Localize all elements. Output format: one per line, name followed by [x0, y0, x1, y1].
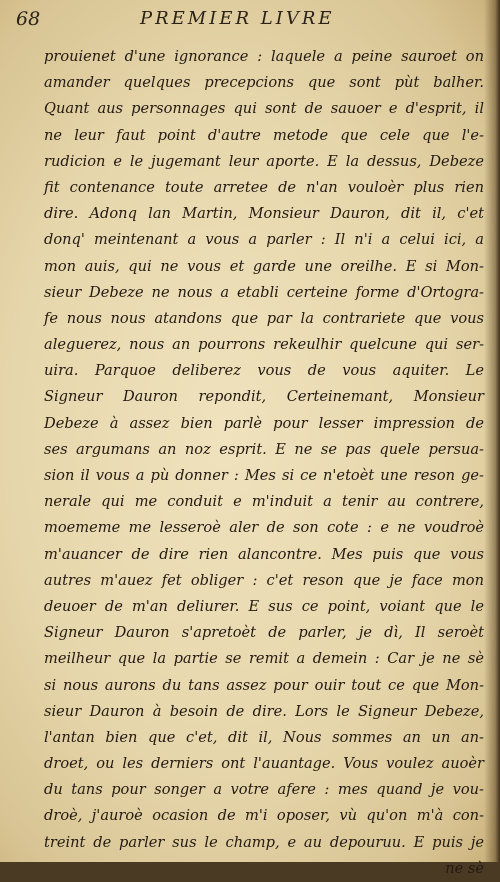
- text-line: sion il vous a pù donner : Mes si ce n'etoèt une reson ge-: [44, 467, 484, 484]
- text-line: du tans pour songer a votre afere : mes quand je vou-: [44, 781, 484, 799]
- text-line: nerale qui me conduit e m'induit a tenir au contrere,: [44, 493, 484, 511]
- text-line: l'antan bien que c'et, dit il, Nous sommes an un an-: [44, 728, 484, 746]
- text-line: fe nous nous atandons que par la contrariete que vous: [44, 309, 484, 327]
- text-line: mon auis, qui ne vous et garde une oreilhe. E si Mon-: [44, 257, 484, 275]
- text-line: Signeur Dauron s'apretoèt de parler, je dì, Il seroèt: [44, 624, 484, 642]
- text-line: m'auancer de dire rien alancontre. Mes puis que vous: [44, 545, 484, 563]
- text-line: autres m'auez fet obliger : c'et reson que je face mon: [44, 571, 484, 589]
- page-number: 68: [16, 8, 41, 30]
- text-line: Debeze à assez bien parlè pour lesser impression de: [44, 414, 484, 432]
- text-line: meilheur que la partie se remit a demein : Car je ne sè: [44, 650, 484, 668]
- text-line: dire. Adonq lan Martin, Monsieur Dauron, dit il, c'et: [44, 205, 484, 223]
- text-line: uira. Parquoe deliberez vous de vous aquiter. Le: [44, 362, 484, 380]
- text-line: sieur Debeze ne nous a etabli certeine forme d'Ortogra-: [44, 283, 484, 301]
- running-title: PREMIER LIVRE: [140, 8, 335, 29]
- text-line: sieur Dauron à besoin de dire. Lors le Signeur Debeze,: [44, 702, 484, 720]
- text-line: amander quelques precepcions que sont pùt balher.: [44, 74, 484, 92]
- text-line: aleguerez, nous an pourrons rekeulhir quelcune qui ser-: [44, 336, 484, 354]
- text-line: ses argumans an noz esprit. E ne se pas quele persua-: [44, 440, 484, 458]
- text-line: prouienet d'une ignorance : laquele a peine sauroet on: [44, 48, 484, 65]
- text-line: donq' meintenant a vous a parler : Il n'i a celui ici, a: [44, 231, 484, 249]
- body-text: [44, 44, 484, 882]
- text-line: droè, j'auroè ocasion de m'i oposer, vù qu'on m'à con-: [44, 807, 484, 825]
- text-line: rudicion e le jugemant leur aporte. E la dessus, Debeze: [44, 152, 484, 170]
- text-line: droet, ou les derniers ont l'auantage. Vous voulez auoèr: [44, 755, 484, 773]
- text-line: treint de parler sus le champ, e au depouruu. E puis je: [44, 833, 484, 851]
- text-line: fit contenance toute arretee de n'an vouloèr plus rien: [44, 178, 484, 196]
- text-line: si nous aurons du tans assez pour ouir tout ce que Mon-: [44, 676, 484, 694]
- text-line: ne leur faut point d'autre metode que cele que l'e-: [44, 126, 484, 144]
- text-line: Quant aus personnages qui sont de sauoer e d'esprit, il: [44, 100, 484, 118]
- binding-gutter: [484, 0, 500, 862]
- catchword: ne sè: [445, 859, 484, 877]
- text-line: moememe me lesseroè aler de son cote : e ne voudroè: [44, 519, 484, 537]
- text-line: Signeur Dauron repondit, Certeinemant, Monsieur: [44, 388, 484, 406]
- text-line: deuoer de m'an deliurer. E sus ce point, voiant que le: [44, 597, 484, 615]
